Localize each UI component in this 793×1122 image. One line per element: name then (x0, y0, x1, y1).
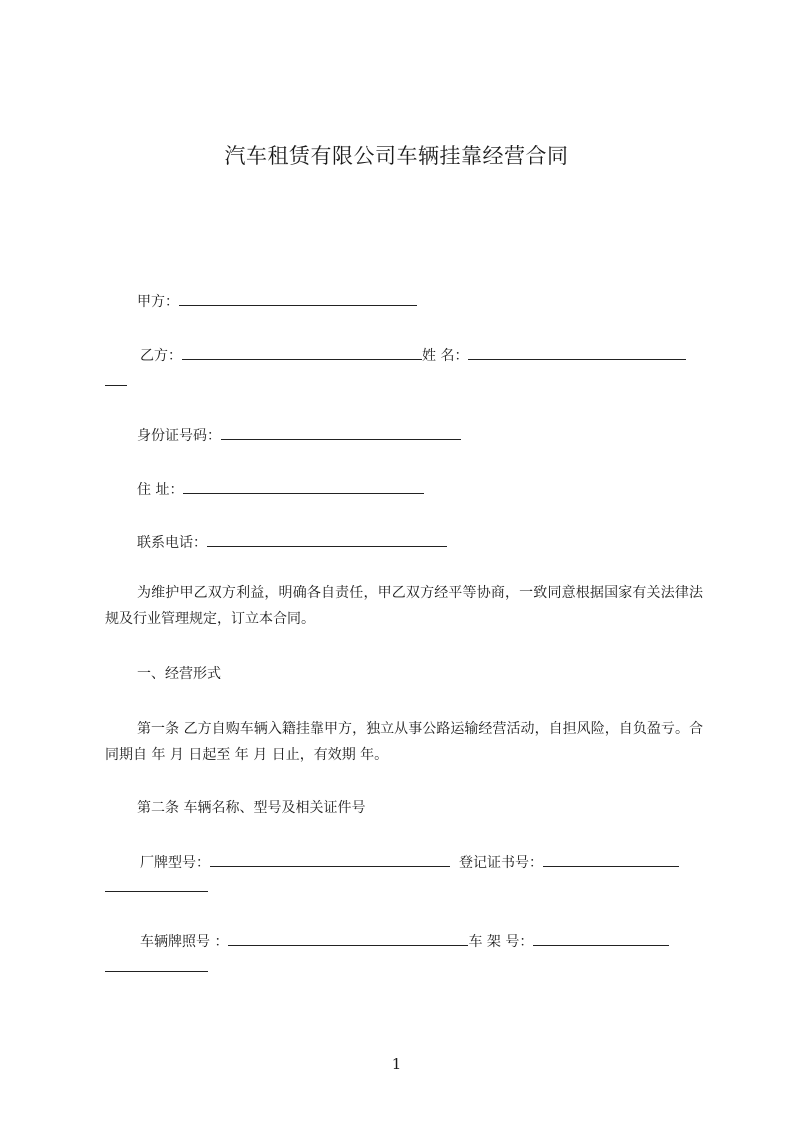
party-b-field[interactable] (182, 345, 422, 359)
id-number-label: 身份证号码： (137, 428, 221, 444)
phone-field[interactable] (207, 532, 447, 547)
phone-label: 联系电话： (137, 535, 207, 551)
preamble-paragraph: 为维护甲乙双方利益，明确各自责任，甲乙双方经平等协商，一致同意根据国家有关法律法规及行业管理规定，订立本合同。 (105, 585, 703, 627)
party-a-label: 甲方： (137, 294, 179, 310)
party-a-field[interactable] (179, 291, 417, 306)
article2-heading: 第二条 车辆名称、型号及相关证件号 (137, 800, 366, 816)
name-field-continuation (105, 385, 127, 386)
frame-number-label: 车 架 号： (468, 934, 534, 950)
frame-number-continuation (105, 971, 208, 972)
plate-number-line (140, 931, 669, 951)
name-label: 姓 名： (422, 348, 469, 364)
registration-cert-continuation (105, 891, 208, 892)
plate-number-field[interactable] (228, 931, 468, 945)
address-field[interactable] (183, 479, 424, 494)
id-number-field[interactable] (221, 425, 461, 440)
registration-cert-label: 登记证书号： (459, 855, 543, 871)
address-label: 住 址： (137, 482, 184, 498)
plate-number-label: 车辆牌照号 ： (140, 934, 229, 950)
brand-model-line (140, 852, 679, 872)
phone-line (137, 532, 447, 552)
address-line (137, 479, 424, 499)
section1-heading: 一、经营形式 (137, 666, 221, 682)
registration-cert-field[interactable] (543, 852, 679, 866)
party-b-line (140, 345, 686, 365)
id-number-line (137, 425, 461, 445)
party-a-line (137, 291, 417, 311)
party-b-label: 乙方： (140, 348, 182, 364)
article1-paragraph: 第一条 乙方自购车辆入籍挂靠甲方，独立从事公路运输经营活动，自担风险，自负盈亏。合同期自 年 月 日起至 年 月 日止，有效期 年。 (105, 721, 703, 763)
frame-number-field[interactable] (533, 931, 669, 945)
page-number: 1 (391, 1055, 402, 1073)
document-title: 汽车租赁有限公司车辆挂靠经营合同 (224, 144, 569, 168)
name-field[interactable] (468, 345, 686, 359)
brand-model-field[interactable] (210, 852, 450, 866)
brand-model-label: 厂牌型号： (140, 855, 210, 871)
